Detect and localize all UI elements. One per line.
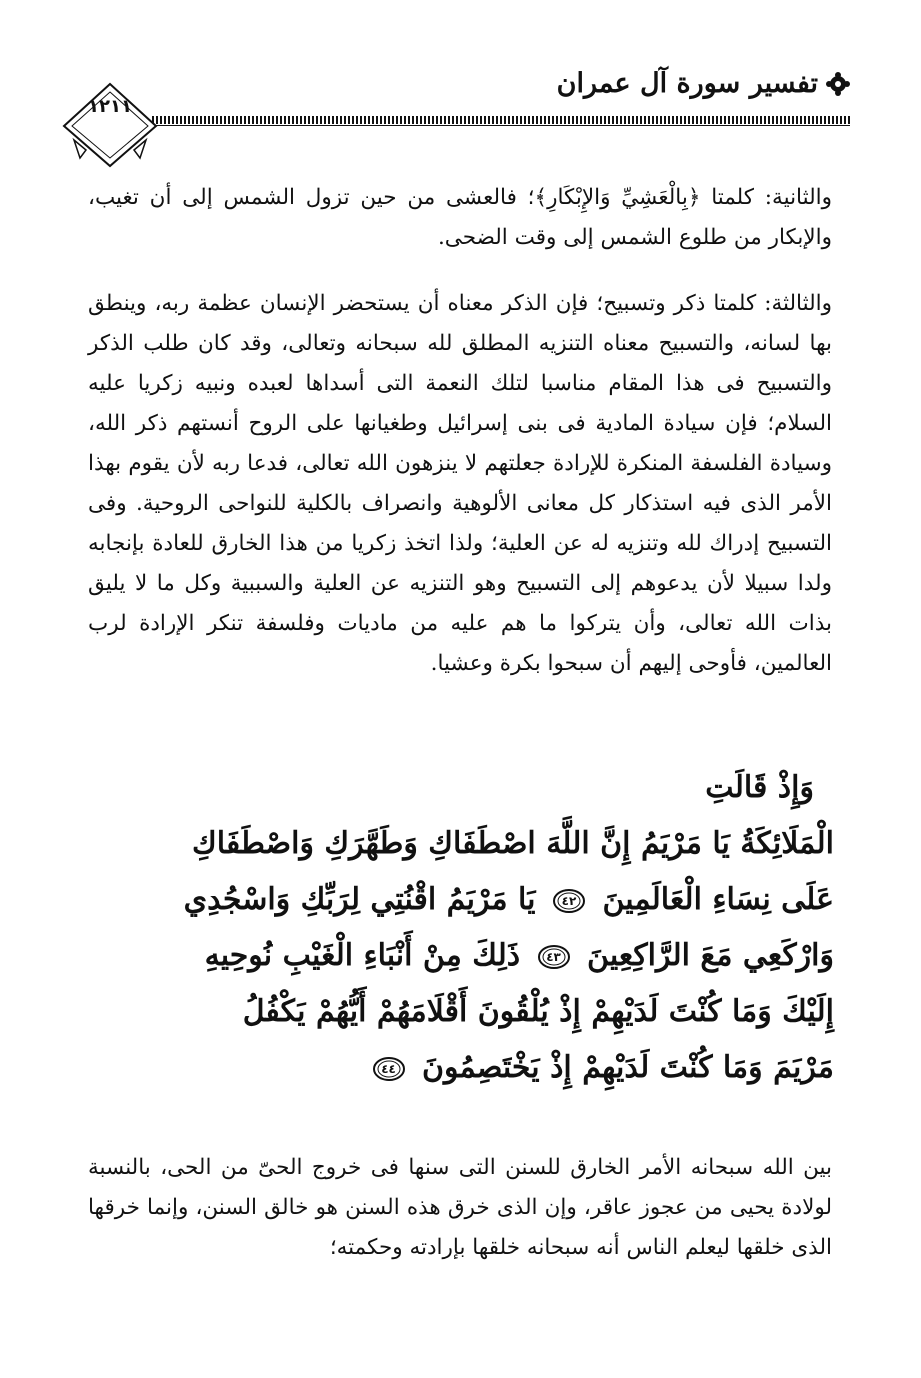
quran-line: [150, 872, 834, 928]
page-number-badge-icon: [60, 82, 160, 168]
running-title: [557, 68, 850, 99]
ayah-marker: [537, 944, 571, 970]
page-header: [60, 62, 850, 172]
quran-line-segment: وَارْكَعِي مَعَ الرَّاكِعِينَ: [586, 938, 834, 973]
quran-line-segment: ذَلِكَ مِنْ أَنْبَاءِ الْغَيْبِ نُوحِيهِ: [204, 938, 521, 973]
quran-line-segment: عَلَى نِسَاءِ الْعَالَمِينَ: [602, 882, 834, 917]
ayah-marker: [372, 1056, 406, 1082]
quran-line: إِلَيْكَ وَمَا كُنْتَ لَدَيْهِمْ إِذْ يُلْقُونَ أَقْلَامَهُمْ أَيُّهُمْ يَكْفُلُ: [242, 994, 834, 1029]
page-number: ١٢١١: [88, 96, 132, 117]
ayah-number: ٤٤: [381, 1062, 396, 1076]
quran-line: [150, 1040, 834, 1096]
quran-line: وَإِذْ قَالَتِ: [705, 770, 814, 805]
header-rule-base: [152, 125, 850, 126]
header-rule: [152, 116, 850, 124]
ayah-number: ٤٢: [561, 894, 577, 908]
quran-line-segment: مَرْيَمَ وَمَا كُنْتَ لَدَيْهِمْ إِذْ يَخْتَصِمُونَ: [421, 1050, 834, 1085]
paragraph-second-point: والثانية: كلمتا ﴿بِالْعَشِيِّ وَالإِبْكَارِ﴾؛ فالعشى من حين تزول الشمس إلى أن تغيب، والإبكار من طلوع الشمس إلى وقت الضحى.: [88, 185, 832, 250]
flower-ornament-icon: [826, 72, 850, 96]
ayah-number: ٤٣: [546, 950, 561, 964]
quran-line: الْمَلَائِكَةُ يَا مَرْيَمُ إِنَّ اللَّهَ اصْطَفَاكِ وَطَهَّرَكِ وَاصْطَفَاكِ: [192, 826, 834, 861]
running-title-text: تفسير سورة آل عمران: [556, 68, 818, 99]
quran-verses-block: [150, 760, 834, 1096]
ayah-marker: [552, 888, 586, 914]
paragraph-third-point: والثالثة: كلمتا ذكر وتسبيح؛ فإن الذكر معناه أن يستحضر الإنسان عظمة ربه، وينطق بها لسانه، والتسبيح معناه التنزيه المطلق لله سبحانه وتعالى، وقد كان طلب الذكر والتسبيح فى هذا المقام مناسبا لتلك النعمة التى أسداها لعبده ونبيه زكريا عليه السلام؛ فإن سيادة المادية فى بنى إسرائيل وطغيانها على الروح أنستهم ذكر الله، وسيادة الفلسفة المنكرة للإرادة جعلتهم لا ينزهون الله تعالى، فدعا ربه لأن يقوم بهذا الأمر الذى فيه استذكار كل معانى الألوهية وانصراف بالكلية للنواحى الروحية. وفى التسبيح إدراك لله وتنزيه له عن العلية؛ ولذا اتخذ زكريا من هذا الخارق للعادة بإنجابه ولدا سبيلا لأن يدعوهم إلى التسبيح وهو التنزيه عن العلية والسببية وكل ما لا يليق بذات الله تعالى، وأن يتركوا ما هم عليه من ماديات وفلسفة تنكر الإرادة لرب العالمين، فأوحى إليهم أن سبحوا بكرة وعشيا.: [88, 291, 832, 676]
quran-line-segment: يَا مَرْيَمُ اقْنُتِي لِرَبِّكِ وَاسْجُدِي: [183, 882, 536, 917]
quran-line: [150, 928, 834, 984]
paragraph-commentary: بين الله سبحانه الأمر الخارق للسنن التى سنها فى خروج الحىّ من الحى، بالنسبة لولادة يحيى من عجوز عاقر، وإن الذى خرق هذه السنن هو خالق السنن، وإنما خرقها الذى خلقها ليعلم الناس أنه سبحانه خلقها بإرادته وحكمته؛: [88, 1155, 832, 1260]
